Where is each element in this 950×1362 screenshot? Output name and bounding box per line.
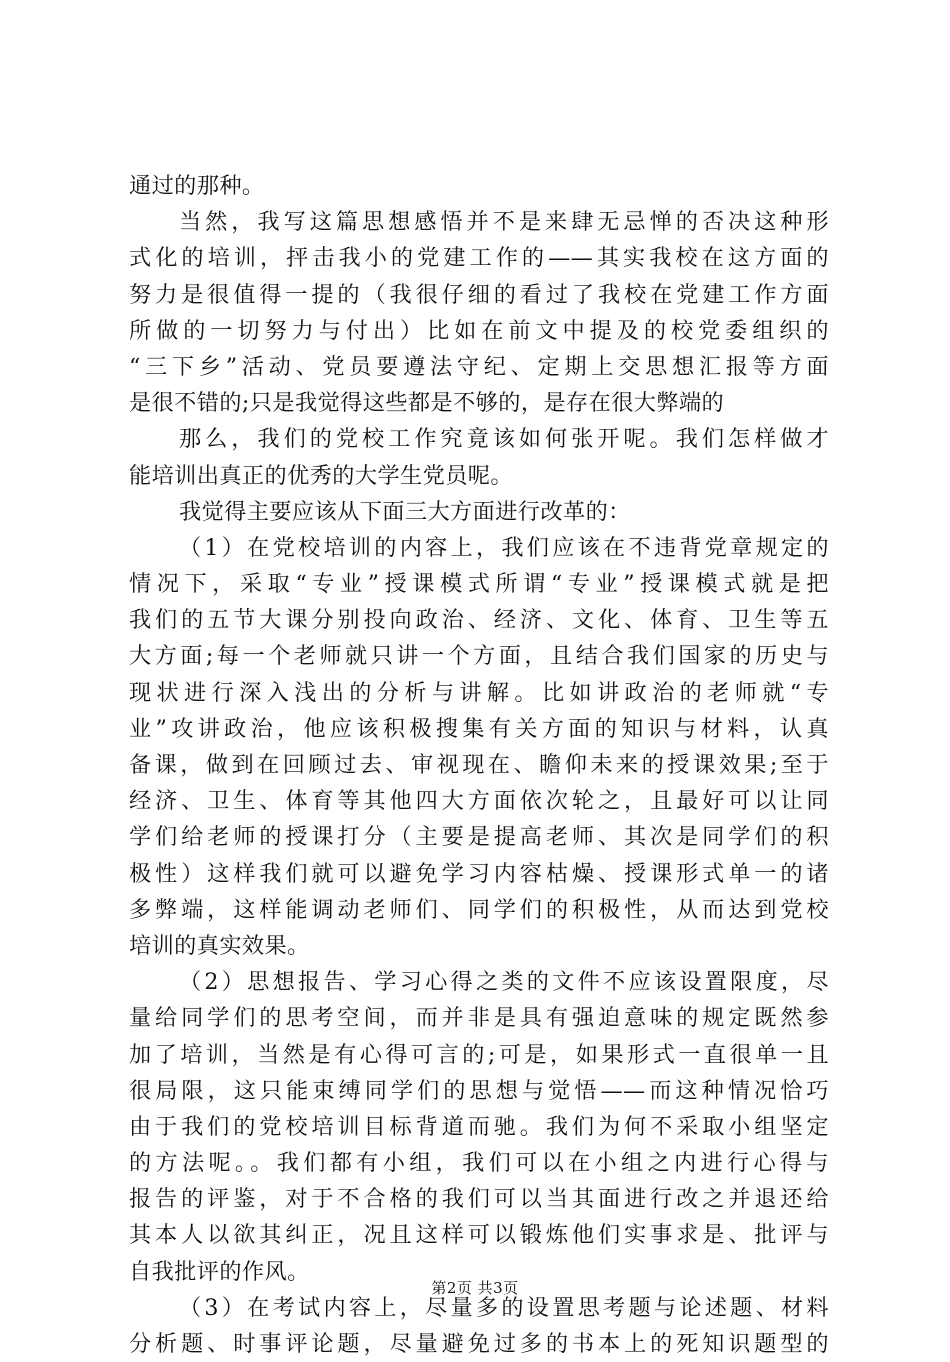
text-line: 经济、卫生、体育等其他四大方面依次轮之，且最好可以让同 [129,788,829,815]
text-line: 很局限，这只能束缚同学们的思想与觉悟——而这种情况恰巧 [129,1077,829,1104]
text-line: 自我批评的作风。 [129,1258,310,1285]
text-line: 量给同学们的思考空间，而并非是具有强迫意味的规定既然参 [129,1005,829,1032]
text-line: 我们的五节大课分别投向政治、经济、文化、体育、卫生等五 [129,607,829,634]
text-line: 大方面;每一个老师就只讲一个方面，且结合我们国家的历史与 [129,643,829,670]
page-footer: 第2页 共3页 [431,1279,519,1297]
text-line: 由于我们的党校培训目标背道而驰。我们为何不采取小组坚定 [129,1113,829,1140]
text-line: 学们给老师的授课打分（主要是提高老师、其次是同学们的积 [129,824,829,851]
text-line: 业”攻讲政治，他应该积极搜集有关方面的知识与材料，认真 [129,715,829,742]
text-line: 当然，我写这篇思想感悟并不是来肆无忌惮的否决这种形 [179,209,829,236]
text-line: 极性）这样我们就可以避免学习内容枯燥、授课形式单一的诸 [129,860,829,887]
text-line: 努力是很值得一提的（我很仔细的看过了我校在党建工作方面 [129,281,829,308]
text-line: 的方法呢。。我们都有小组，我们可以在小组之内进行心得与 [129,1150,829,1177]
text-line: 培训的真实效果。 [129,932,310,959]
text-line: 多弊端，这样能调动老师们、同学们的积极性，从而达到党校 [129,896,829,923]
text-line: 通过的那种。 [129,173,265,199]
text-line: 所做的一切努力与付出）比如在前文中提及的校党委组织的 [129,317,829,344]
text-line: 现状进行深入浅出的分析与讲解。比如讲政治的老师就“专 [129,679,829,706]
text-line: 是很不错的;只是我觉得这些都是不够的，是存在很大弊端的 [129,390,725,417]
text-line: （2）思想报告、学习心得之类的文件不应该设置限度，尽 [179,969,829,996]
text-line: （3）在考试内容上，尽量多的设置思考题与论述题、材料 [179,1294,829,1321]
text-line: 式化的培训，抨击我小的党建工作的——其实我校在这方面的 [129,245,829,272]
text-line: 情况下，采取“专业”授课模式所谓“专业”授课模式就是把 [129,571,829,598]
text-line: “三下乡”活动、党员要遵法守纪、定期上交思想汇报等方面 [129,353,829,380]
text-line: （1）在党校培训的内容上，我们应该在不违背党章规定的 [179,534,829,561]
text-line: 那么，我们的党校工作究竟该如何张开呢。我们怎样做才 [179,426,829,453]
text-line: 加了培训，当然是有心得可言的;可是，如果形式一直很单一且 [129,1041,829,1068]
text-line: 报告的评鉴，对于不合格的我们可以当其面进行改之并退还给 [129,1186,829,1213]
text-line: 我觉得主要应该从下面三大方面进行改革的： [179,498,631,525]
body-text [129,168,829,1362]
text-line: 其本人以欲其纠正，况且这样可以锻炼他们实事求是、批评与 [129,1222,829,1249]
text-line: 备课，做到在回顾过去、审视现在、瞻仰未来的授课效果;至于 [129,752,829,778]
text-line: 能培训出真正的优秀的大学生党员呢。 [129,462,513,489]
text-line: 分析题、时事评论题，尽量避免过多的书本上的死知识题型的 [129,1331,829,1357]
